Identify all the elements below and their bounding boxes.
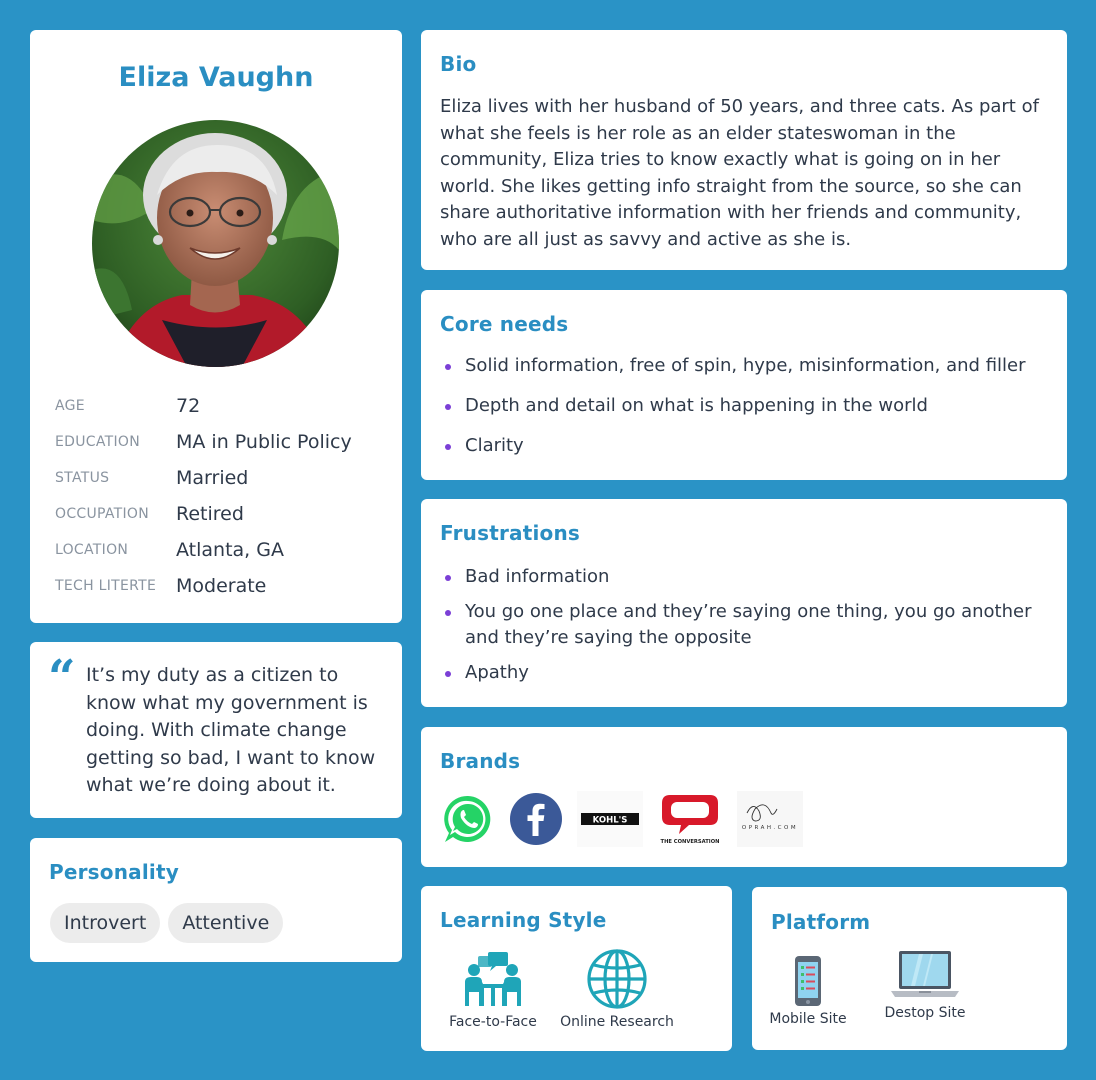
detail-row-age bbox=[55, 388, 352, 424]
detail-row-education bbox=[55, 424, 352, 460]
detail-label: TECH LITERTE bbox=[55, 578, 157, 594]
platform-item-label: Mobile Site bbox=[769, 1011, 847, 1027]
the-conversation-logo bbox=[657, 791, 723, 847]
persona-details bbox=[55, 388, 352, 604]
profile-card bbox=[30, 30, 402, 623]
quote-mark-icon: “ bbox=[48, 650, 76, 706]
personality-card bbox=[30, 838, 402, 962]
section-title: Learning Style bbox=[440, 908, 607, 932]
learning-item-label: Online Research bbox=[560, 1014, 674, 1030]
brand-logos bbox=[441, 791, 803, 847]
facebook-logo bbox=[509, 792, 563, 846]
list-item: Depth and detail on what is happening in the world bbox=[440, 393, 1050, 419]
detail-row-occupation bbox=[55, 496, 352, 532]
section-title: Frustrations bbox=[440, 521, 581, 545]
platform-item bbox=[766, 955, 850, 1027]
platform-card bbox=[752, 887, 1067, 1050]
bio-card bbox=[421, 30, 1067, 270]
personality-tag: Attentive bbox=[168, 903, 283, 943]
list-item: You go one place and they’re saying one thing, you go another and they’re saying the opposite bbox=[440, 599, 1050, 651]
laptop-icon bbox=[889, 949, 961, 1001]
section-title: Core needs bbox=[440, 312, 569, 336]
section-title: Brands bbox=[440, 749, 521, 773]
platform-item bbox=[880, 949, 970, 1021]
detail-value: Married bbox=[176, 467, 249, 489]
detail-value: Moderate bbox=[176, 575, 267, 597]
avatar bbox=[92, 120, 339, 367]
detail-label: STATUS bbox=[55, 470, 110, 486]
learning-item-label: Face-to-Face bbox=[449, 1014, 537, 1030]
face-to-face-icon bbox=[460, 948, 526, 1010]
detail-row-status bbox=[55, 460, 352, 496]
frustrations-list bbox=[440, 564, 1050, 695]
detail-label: OCCUPATION bbox=[55, 506, 150, 522]
quote-text: It’s my duty as a citizen to know what my government is doing. With climate change getting so bad, I want to know what we’re doing about it. bbox=[86, 664, 376, 796]
detail-value: Atlanta, GA bbox=[176, 539, 284, 561]
list-item: Clarity bbox=[440, 433, 1050, 459]
detail-value: Retired bbox=[176, 503, 244, 525]
svg-text:KOHL'S: KOHL'S bbox=[592, 815, 628, 826]
core-needs-list bbox=[440, 353, 1050, 473]
detail-row-tech-literacy bbox=[55, 568, 352, 604]
persona-name: Eliza Vaughn bbox=[118, 62, 314, 93]
svg-text:OPRAH.COM: OPRAH.COM bbox=[741, 825, 799, 831]
section-title: Personality bbox=[49, 860, 179, 884]
detail-label: LOCATION bbox=[55, 542, 129, 558]
list-item: Bad information bbox=[440, 564, 1050, 590]
svg-text:THE CONVERSATION: THE CONVERSATION bbox=[660, 839, 720, 845]
kohls-logo bbox=[577, 791, 643, 847]
mobile-phone-icon bbox=[793, 955, 823, 1007]
learning-item bbox=[443, 948, 543, 1030]
detail-label: EDUCATION bbox=[55, 434, 141, 450]
oprah-logo bbox=[737, 791, 803, 847]
detail-value: MA in Public Policy bbox=[176, 431, 352, 453]
globe-icon bbox=[586, 948, 648, 1010]
quote-card bbox=[30, 642, 402, 818]
detail-label: AGE bbox=[55, 398, 85, 414]
personality-tag: Introvert bbox=[50, 903, 160, 943]
personality-tags bbox=[50, 903, 283, 943]
learning-item bbox=[557, 948, 677, 1030]
whatsapp-logo bbox=[441, 792, 495, 846]
section-title: Bio bbox=[440, 52, 477, 76]
list-item: Apathy bbox=[440, 660, 1050, 686]
brands-card bbox=[421, 727, 1067, 867]
core-needs-card bbox=[421, 290, 1067, 480]
list-item: Solid information, free of spin, hype, misinformation, and filler bbox=[440, 353, 1050, 379]
detail-value: 72 bbox=[176, 395, 201, 417]
detail-row-location bbox=[55, 532, 352, 568]
platform-item-label: Destop Site bbox=[884, 1005, 966, 1021]
bio-text: Eliza lives with her husband of 50 years, and three cats. As part of what she feels is her role as an elder stateswoman in the community, Eliza tries to know exactly what is going on in her world. She likes getting info straight from the source, so she can share authoritative information with her friends and community, who are all just as savvy and active as she is. bbox=[440, 96, 1039, 250]
section-title: Platform bbox=[771, 910, 871, 934]
learning-style-card bbox=[421, 886, 732, 1051]
frustrations-card bbox=[421, 499, 1067, 707]
